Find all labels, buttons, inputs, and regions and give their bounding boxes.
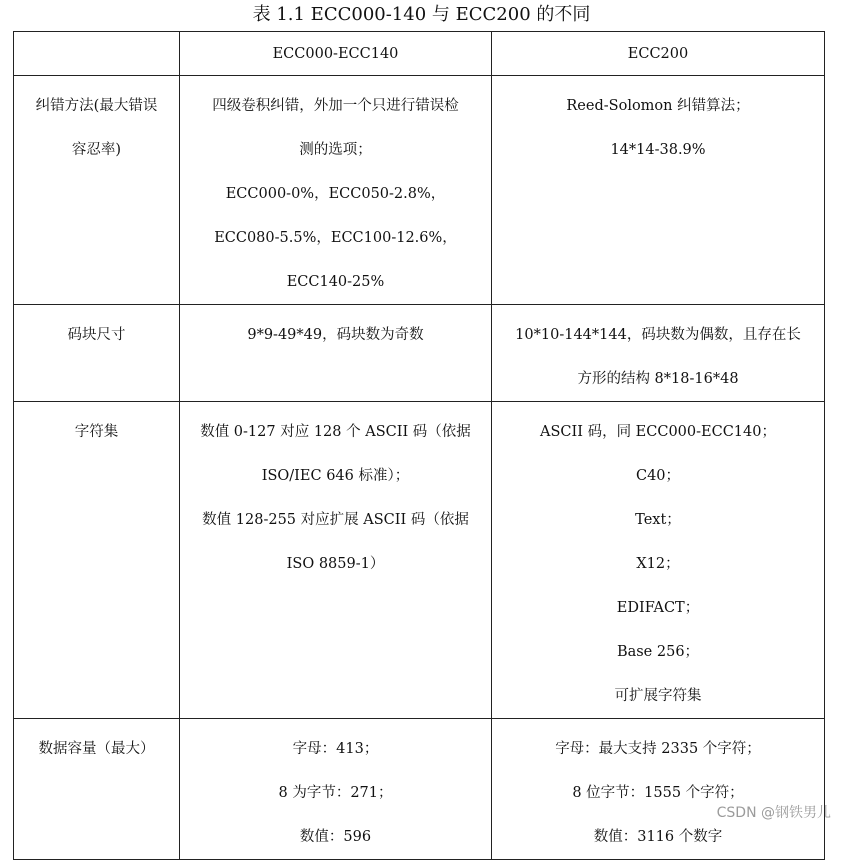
cell-line: 字母：413； [292, 741, 379, 757]
cell-line: Reed-Solomon 纠错算法； [566, 98, 750, 114]
cell-line: Base 256； [616, 644, 700, 660]
cell-line: 数值：3116 个数字 [593, 829, 723, 845]
cell-line: ISO/IEC 646 标准）； [261, 468, 410, 484]
cell-line: ECC000-0%，ECC050-2.8%， [225, 186, 446, 202]
cell-line: Text； [635, 512, 681, 528]
table-row-character-set [14, 402, 825, 719]
comparison-table [13, 31, 825, 860]
attr-cell-error-correction [14, 76, 180, 305]
cell-line: 码块尺寸 [67, 327, 126, 343]
table-caption: 表 1.1 ECC000-140 与 ECC200 的不同 [252, 4, 591, 25]
table-row-block-size [14, 305, 825, 402]
cell-line: 数值 128-255 对应扩展 ASCII 码（依据 [202, 512, 469, 528]
csdn-watermark: CSDN @钢铁男儿 [716, 805, 831, 821]
cell-line: ECC140-25% [286, 274, 385, 290]
ecc200-cell-error-correction [492, 76, 825, 305]
cell-line: 方形的结构 8*18-16*48 [577, 371, 739, 387]
ecc000-cell-block-size [180, 305, 492, 402]
ecc000-cell-data-capacity [180, 719, 492, 860]
cell-line: 纠错方法(最大错误 [35, 98, 158, 114]
header-cell-ecc000: ECC000-ECC140 [180, 32, 492, 76]
table-header-row [14, 32, 825, 76]
cell-line: EDIFACT； [616, 600, 700, 616]
cell-line: X12； [636, 556, 680, 572]
cell-line: ECC080-5.5%，ECC100-12.6%， [214, 230, 457, 246]
cell-line: 字母：最大支持 2335 个字符； [555, 741, 761, 757]
ecc200-cell-data-capacity [492, 719, 825, 860]
cell-line: C40； [635, 468, 681, 484]
cell-line: 数据容量（最大） [38, 741, 155, 757]
cell-line: 四级卷积纠错，外加一个只进行错误检 [212, 98, 459, 114]
cell-line: 数值：596 [299, 829, 372, 845]
ecc000-cell-character-set [180, 402, 492, 719]
cell-line: ASCII 码，同 ECC000-ECC140； [540, 424, 776, 440]
cell-line: 字符集 [74, 424, 119, 440]
cell-line: ISO 8859-1） [286, 556, 385, 572]
header-cell-ecc200: ECC200 [492, 32, 825, 76]
ecc000-cell-error-correction [180, 76, 492, 305]
table-row-data-capacity [14, 719, 825, 860]
table-row-error-correction [14, 76, 825, 305]
cell-line: 8 位字节：1555 个字符； [572, 785, 744, 801]
cell-line: 8 为字节：271； [278, 785, 393, 801]
cell-line: 14*14-38.9% [610, 142, 706, 158]
ecc200-cell-block-size [492, 305, 825, 402]
cell-line: 可扩展字符集 [614, 688, 702, 704]
ecc200-cell-character-set [492, 402, 825, 719]
attr-cell-data-capacity [14, 719, 180, 860]
attr-cell-block-size [14, 305, 180, 402]
cell-line: 9*9-49*49，码块数为奇数 [247, 327, 424, 343]
cell-line: 数值 0-127 对应 128 个 ASCII 码（依据 [200, 424, 471, 440]
header-cell-attribute [14, 32, 180, 76]
cell-line: 测的选项； [299, 142, 372, 158]
attr-cell-character-set [14, 402, 180, 719]
cell-line: 容忍率) [71, 142, 122, 158]
cell-line: 10*10-144*144，码块数为偶数，且存在长 [515, 327, 801, 343]
